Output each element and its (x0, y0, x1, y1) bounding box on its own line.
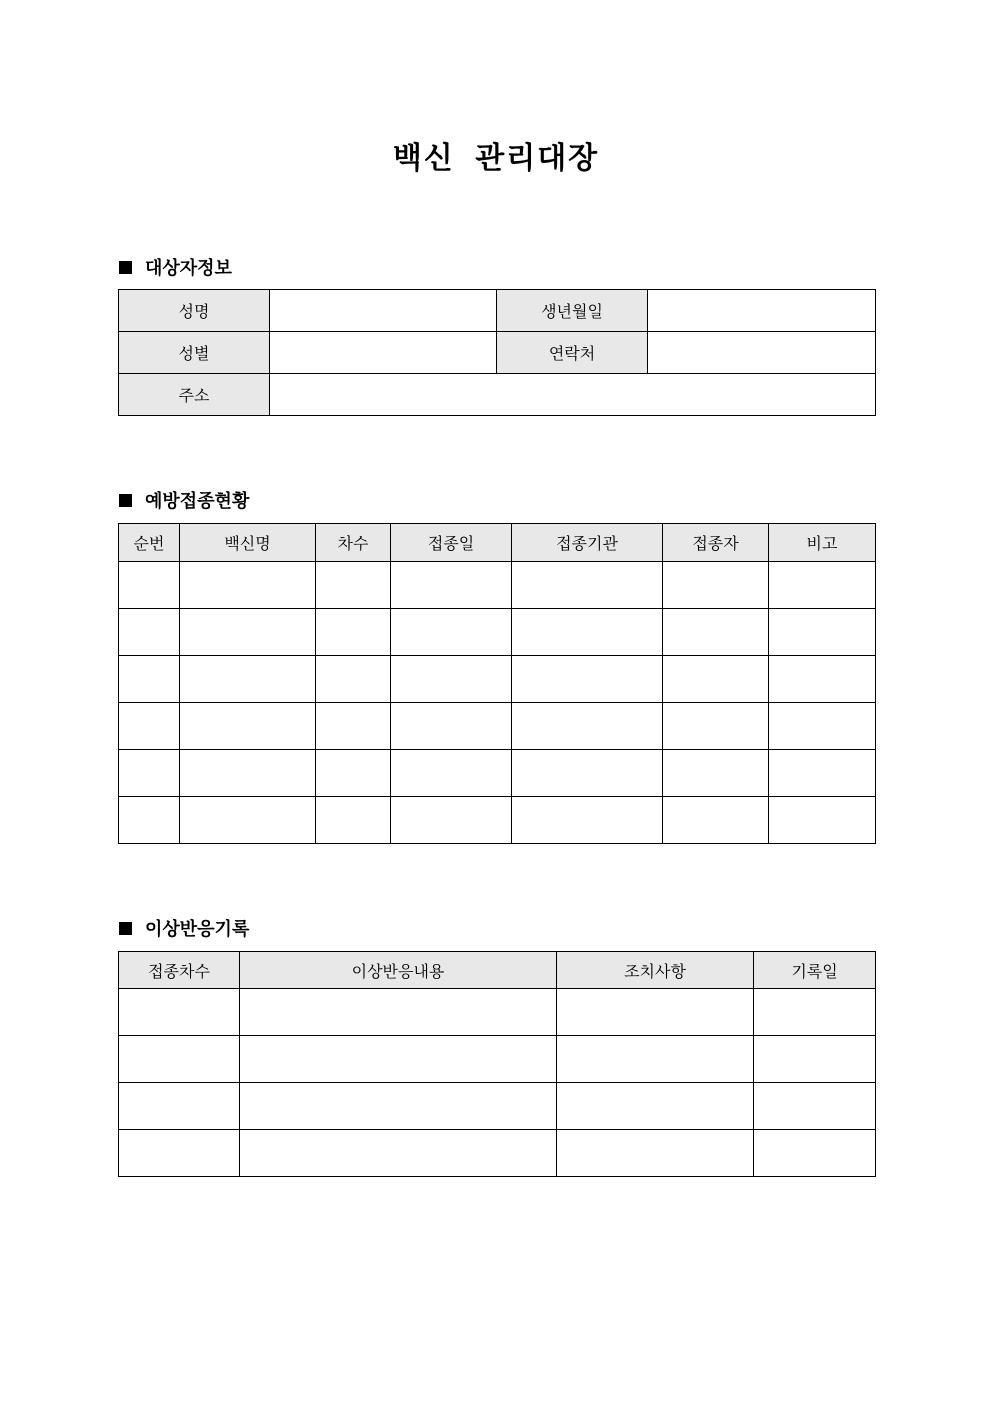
table-cell[interactable] (119, 1130, 240, 1177)
table-cell[interactable] (512, 656, 663, 703)
address-label: 주소 (119, 374, 270, 416)
table-cell[interactable] (180, 750, 316, 797)
table-cell[interactable] (754, 1036, 876, 1083)
table-cell[interactable] (391, 797, 512, 844)
table-cell[interactable] (512, 797, 663, 844)
table-cell[interactable] (769, 609, 876, 656)
table-cell[interactable] (754, 989, 876, 1036)
table-cell[interactable] (180, 656, 316, 703)
column-header-actions-taken: 조치사항 (557, 952, 754, 989)
table-row (119, 609, 876, 656)
square-bullet-icon (119, 922, 132, 935)
table-cell[interactable] (557, 1036, 754, 1083)
table-cell[interactable] (391, 703, 512, 750)
table-row (119, 290, 876, 332)
adverse-reaction-table (118, 951, 876, 1177)
section-title: 대상자정보 (145, 258, 232, 279)
column-header-record-date: 기록일 (754, 952, 876, 989)
table-row (119, 703, 876, 750)
table-cell[interactable] (754, 1130, 876, 1177)
page-title: 백신 관리대장 (392, 141, 600, 176)
table-cell[interactable] (769, 562, 876, 609)
column-header-remarks: 비고 (769, 524, 876, 562)
table-cell[interactable] (769, 656, 876, 703)
subject-info-table (118, 289, 876, 416)
table-cell[interactable] (316, 703, 391, 750)
section-heading-vaccination (119, 487, 249, 513)
column-header-institution: 접종기관 (512, 524, 663, 562)
table-cell[interactable] (663, 797, 769, 844)
table-cell[interactable] (240, 989, 557, 1036)
contact-field[interactable] (648, 332, 876, 374)
square-bullet-icon (119, 494, 132, 507)
table-header-row (119, 952, 876, 989)
gender-label: 성별 (119, 332, 270, 374)
column-header-vaccine-name: 백신명 (180, 524, 316, 562)
table-cell[interactable] (663, 703, 769, 750)
table-row (119, 656, 876, 703)
column-header-administrator: 접종자 (663, 524, 769, 562)
table-cell[interactable] (119, 656, 180, 703)
name-label: 성명 (119, 290, 270, 332)
birth-date-field[interactable] (648, 290, 876, 332)
table-cell[interactable] (769, 750, 876, 797)
vaccination-table (118, 523, 876, 844)
table-row (119, 797, 876, 844)
table-cell[interactable] (391, 562, 512, 609)
table-cell[interactable] (391, 656, 512, 703)
table-cell[interactable] (119, 989, 240, 1036)
table-cell[interactable] (180, 797, 316, 844)
table-cell[interactable] (240, 1130, 557, 1177)
table-cell[interactable] (663, 609, 769, 656)
column-header-reaction-details: 이상반응내용 (240, 952, 557, 989)
column-header-vaccination-date: 접종일 (391, 524, 512, 562)
table-cell[interactable] (316, 797, 391, 844)
table-cell[interactable] (391, 609, 512, 656)
table-row (119, 989, 876, 1036)
table-cell[interactable] (754, 1083, 876, 1130)
gender-field[interactable] (270, 332, 497, 374)
birth-date-label: 생년월일 (497, 290, 648, 332)
table-row (119, 1130, 876, 1177)
table-cell[interactable] (557, 989, 754, 1036)
address-field[interactable] (270, 374, 876, 416)
table-cell[interactable] (180, 609, 316, 656)
table-row (119, 1083, 876, 1130)
table-cell[interactable] (316, 609, 391, 656)
column-header-dose: 차수 (316, 524, 391, 562)
section-title: 이상반응기록 (145, 919, 250, 940)
column-header-seq: 순번 (119, 524, 180, 562)
table-cell[interactable] (316, 656, 391, 703)
table-cell[interactable] (119, 1083, 240, 1130)
table-row (119, 374, 876, 416)
table-header-row (119, 524, 876, 562)
table-cell[interactable] (316, 750, 391, 797)
table-cell[interactable] (240, 1083, 557, 1130)
table-row (119, 1036, 876, 1083)
table-cell[interactable] (663, 750, 769, 797)
contact-label: 연락처 (497, 332, 648, 374)
column-header-dose-number: 접종차수 (119, 952, 240, 989)
table-cell[interactable] (512, 562, 663, 609)
table-cell[interactable] (180, 562, 316, 609)
table-cell[interactable] (119, 797, 180, 844)
table-row (119, 750, 876, 797)
table-cell[interactable] (663, 562, 769, 609)
square-bullet-icon (119, 261, 132, 274)
section-heading-subject-info (119, 254, 232, 280)
section-title: 예방접종현황 (145, 491, 250, 512)
table-cell[interactable] (119, 1036, 240, 1083)
table-cell[interactable] (557, 1130, 754, 1177)
table-cell[interactable] (557, 1083, 754, 1130)
table-cell[interactable] (240, 1036, 557, 1083)
table-cell[interactable] (512, 750, 663, 797)
table-cell[interactable] (119, 562, 180, 609)
table-cell[interactable] (180, 703, 316, 750)
name-field[interactable] (270, 290, 497, 332)
table-cell[interactable] (512, 609, 663, 656)
table-row (119, 332, 876, 374)
table-cell[interactable] (663, 656, 769, 703)
table-cell[interactable] (119, 609, 180, 656)
table-cell[interactable] (119, 750, 180, 797)
table-cell[interactable] (316, 562, 391, 609)
table-row (119, 562, 876, 609)
table-cell[interactable] (769, 797, 876, 844)
table-cell[interactable] (391, 750, 512, 797)
table-cell[interactable] (769, 703, 876, 750)
section-heading-adverse-reaction (119, 915, 249, 941)
table-cell[interactable] (119, 703, 180, 750)
table-cell[interactable] (512, 703, 663, 750)
